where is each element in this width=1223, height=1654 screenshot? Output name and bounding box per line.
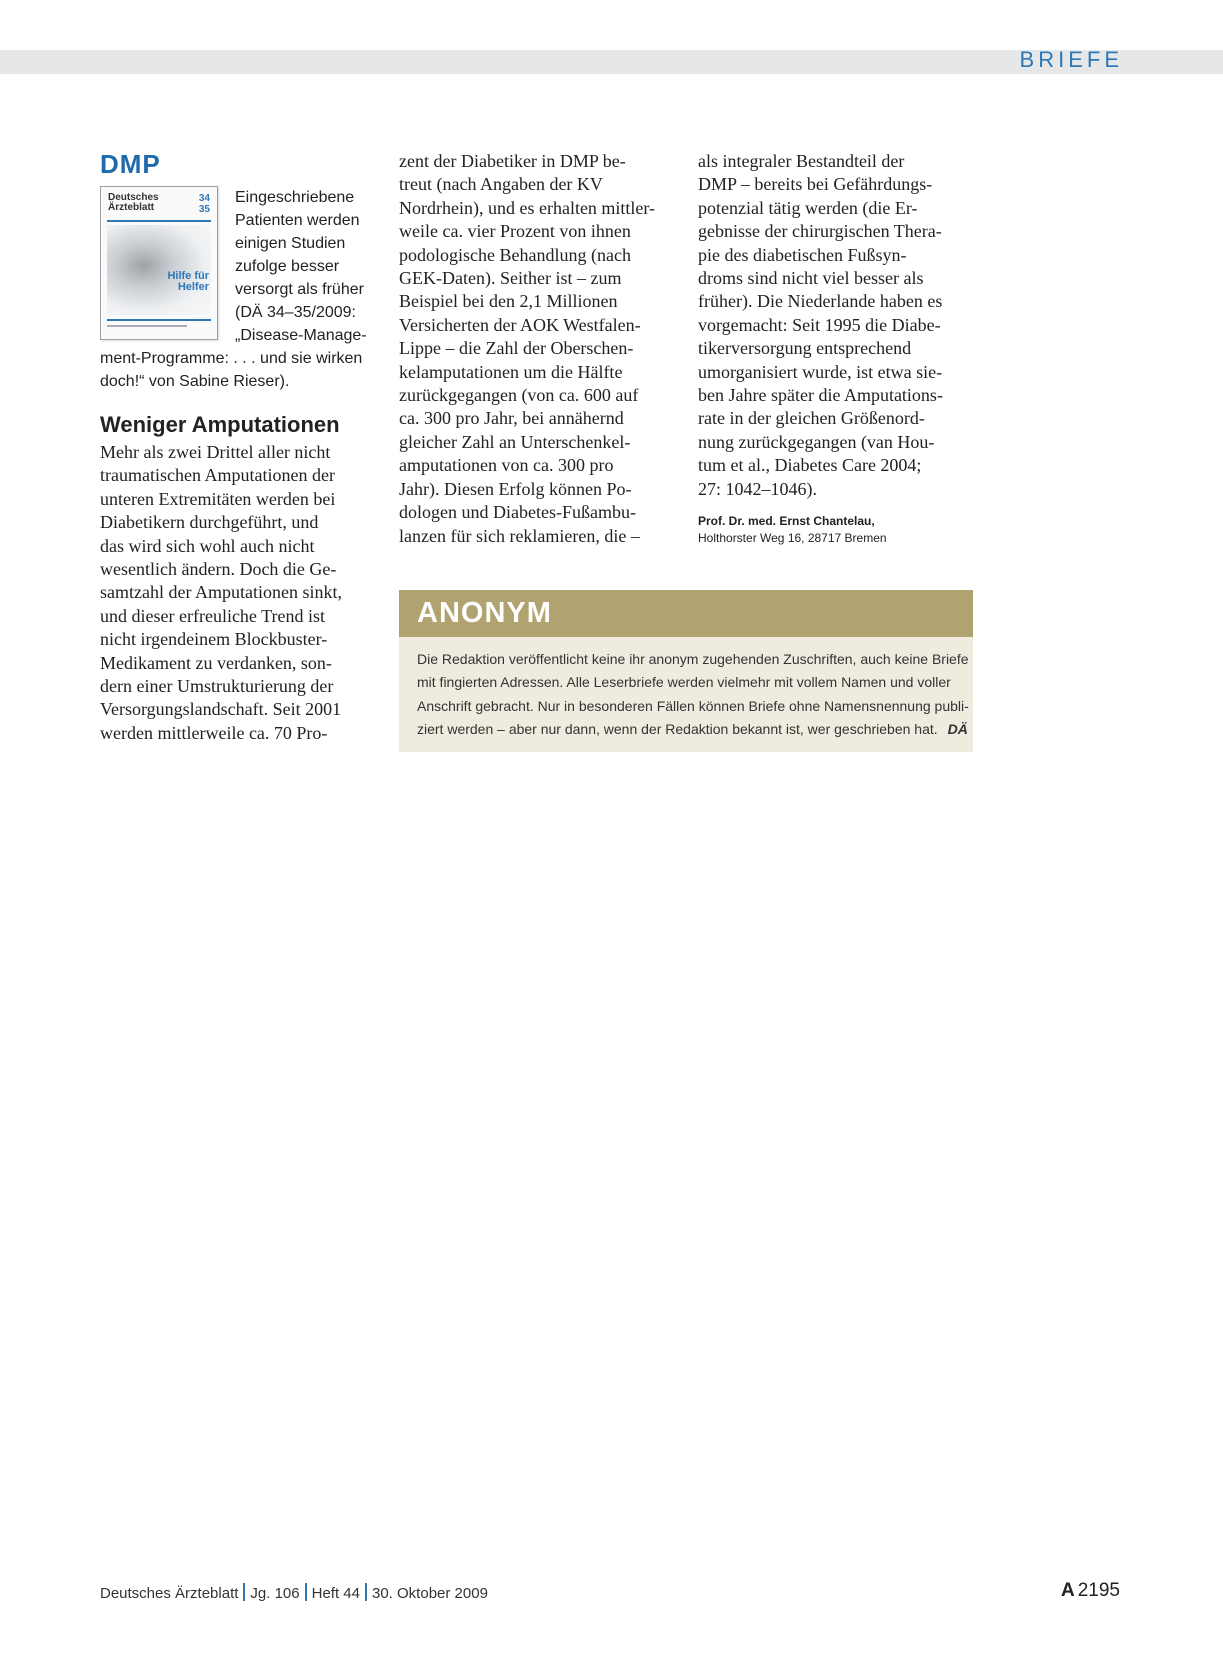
page-number-value: 2195 xyxy=(1077,1580,1120,1601)
text-line: früher). Die Niederlande haben es xyxy=(698,291,943,312)
cover-rule xyxy=(107,220,211,222)
text-line: Medikament zu verdanken, son- xyxy=(100,652,332,673)
text-line: ca. 300 pro Jahr, bei annähernd xyxy=(399,408,624,429)
text-line: dern einer Umstrukturierung der xyxy=(100,676,334,697)
text-line: nicht irgendeinem Blockbuster- xyxy=(100,629,328,650)
text-line: Lippe – die Zahl der Oberschen- xyxy=(399,338,634,359)
text-line: und dieser erfreuliche Trend ist xyxy=(100,605,325,626)
text-line: weile ca. vier Prozent von ihnen xyxy=(399,221,631,242)
text-line: Mehr als zwei Drittel aller nicht xyxy=(100,442,331,462)
cover-rule xyxy=(107,325,187,327)
notice-signature: DÄ xyxy=(947,720,968,737)
notice-line-text: ziert werden – aber nur dann, wenn der Redaktion bekannt ist, wer geschrieben hat. xyxy=(417,720,938,737)
section-label: BRIEFE xyxy=(1019,47,1123,72)
intro-line: einigen Studien xyxy=(235,235,346,252)
cover-headline-line: Hilfe für xyxy=(167,270,209,282)
text-line: als integraler Bestandteil der xyxy=(698,151,905,171)
intro-line: „Disease-Manage- xyxy=(235,327,367,344)
text-line: wesentlich ändern. Doch die Ge- xyxy=(100,559,337,580)
notice-line: Anschrift gebracht. Nur in besonderen Fällen können Briefe ohne Namensnennung publi- xyxy=(417,697,969,714)
text-line: unteren Extremitäten werden bei xyxy=(100,488,336,509)
text-line: droms sind nicht viel besser als xyxy=(698,268,924,289)
text-line: Versorgungslandschaft. Seit 2001 xyxy=(100,699,342,720)
intro-line: Eingeschriebene xyxy=(235,189,355,206)
text-line: zurückgegangen (von ca. 600 auf xyxy=(399,385,639,406)
column-1 xyxy=(100,150,372,745)
text-line: nung zurückgegangen (van Hou- xyxy=(698,431,935,452)
column-2-text xyxy=(399,150,671,548)
text-line: gebnisse der chirurgischen Thera- xyxy=(698,221,942,242)
column-3-text xyxy=(698,150,973,501)
text-line: Nordrhein), und es erhalten mittler- xyxy=(399,197,656,218)
text-line: rate in der gleichen Größenord- xyxy=(698,408,925,429)
text-line: tum et al., Diabetes Care 2004; xyxy=(698,455,922,476)
text-line: GEK-Daten). Seither ist – zum xyxy=(399,268,622,289)
cover-title-line: Ärzteblatt xyxy=(108,202,155,213)
page-number xyxy=(1061,1580,1120,1602)
cover-title xyxy=(108,193,178,213)
column-1-text xyxy=(100,441,372,745)
footer-separator xyxy=(243,1583,245,1601)
text-line: potenzial tätig werden (die Er- xyxy=(698,197,918,218)
text-line: gleicher Zahl an Unterschenkel- xyxy=(399,431,631,452)
intro-line: doch!“ von Sabine Rieser). xyxy=(100,373,290,390)
text-line: werden mittlerweile ca. 70 Pro- xyxy=(100,722,328,743)
text-line: DMP – bereits bei Gefährdungs- xyxy=(698,174,933,195)
intro-block xyxy=(100,186,372,401)
intro-line: (DÄ 34–35/2009: xyxy=(235,304,356,321)
notice-line: Die Redaktion veröffentlicht keine ihr anonym zugehenden Zuschriften, auch keine Briefe xyxy=(417,651,969,667)
article-kicker: DMP xyxy=(100,149,161,179)
column-2 xyxy=(399,150,671,548)
text-line: Jahr). Diesen Erfolg können Po- xyxy=(399,478,632,499)
text-line: lanzen für sich reklamieren, die – xyxy=(399,525,640,546)
intro-line: Patienten werden xyxy=(235,212,360,229)
text-line: amputationen von ca. 300 pro xyxy=(399,455,614,476)
notice-line: mit fingierten Adressen. Alle Leserbriefe werden vielmehr mit vollem Namen und voller xyxy=(417,674,951,691)
notice-line xyxy=(417,718,968,741)
text-line: samtzahl der Amputationen sinkt, xyxy=(100,582,342,603)
footer-date: 30. Oktober 2009 xyxy=(372,1585,488,1602)
anonym-notice-text xyxy=(399,637,973,752)
author-address: Holthorster Weg 16, 28717 Bremen xyxy=(698,531,887,546)
page-prefix: A xyxy=(1060,1580,1075,1601)
text-line: Versicherten der AOK Westfalen- xyxy=(399,314,641,335)
text-line: traumatischen Amputationen der xyxy=(100,465,335,486)
text-line: dologen und Diabetes-Fußambu- xyxy=(399,502,636,523)
footer-separator xyxy=(365,1583,367,1601)
author-signature xyxy=(698,513,973,547)
text-line: ben Jahre später die Amputations- xyxy=(698,385,943,406)
text-line: umorganisiert wurde, ist etwa sie- xyxy=(698,361,943,382)
article-subhead: Weniger Amputationen xyxy=(100,412,340,437)
cover-title-line: Deutsches xyxy=(108,192,159,203)
text-line: kelamputationen um die Hälfte xyxy=(399,361,623,382)
text-line: zent der Diabetiker in DMP be- xyxy=(399,151,626,171)
text-line: Diabetikern durchgeführt, und xyxy=(100,512,319,533)
page-footer xyxy=(100,1583,488,1602)
footer-volume: Jg. 106 xyxy=(250,1585,300,1602)
text-line: pie des diabetischen Fußsyn- xyxy=(698,244,907,265)
text-line: tikerversorgung entsprechend xyxy=(698,338,912,359)
text-line: vorgemacht: Seit 1995 die Diabe- xyxy=(698,314,941,335)
author-name: Prof. Dr. med. Ernst Chantelau, xyxy=(698,514,875,529)
intro-line: zufolge besser xyxy=(235,258,340,275)
anonym-notice-box xyxy=(399,590,973,752)
text-line: 27: 1042–1046). xyxy=(698,478,817,499)
text-line: treut (nach Angaben der KV xyxy=(399,174,603,195)
text-line: das wird sich wohl auch nicht xyxy=(100,535,315,556)
cover-headline-line: Helfer xyxy=(177,281,209,293)
text-line: podologische Behandlung (nach xyxy=(399,244,631,265)
cover-issue-line: 35 xyxy=(198,204,210,215)
footer-separator xyxy=(305,1583,307,1601)
cover-rule xyxy=(107,319,211,321)
cover-issue-line: 34 xyxy=(198,193,210,204)
text-line: Beispiel bei den 2,1 Millionen xyxy=(399,291,618,312)
footer-journal: Deutsches Ärzteblatt xyxy=(100,1585,239,1602)
footer-issue: Heft 44 xyxy=(311,1585,360,1602)
cover-headline xyxy=(159,271,209,293)
intro-line: versorgt als früher xyxy=(235,281,364,298)
column-3 xyxy=(698,150,973,547)
intro-line: ment-Programme: . . . und sie wirken xyxy=(100,350,363,367)
anonym-notice-title: ANONYM xyxy=(399,590,973,637)
cover-issue xyxy=(199,193,210,215)
magazine-cover-thumbnail xyxy=(100,186,218,340)
